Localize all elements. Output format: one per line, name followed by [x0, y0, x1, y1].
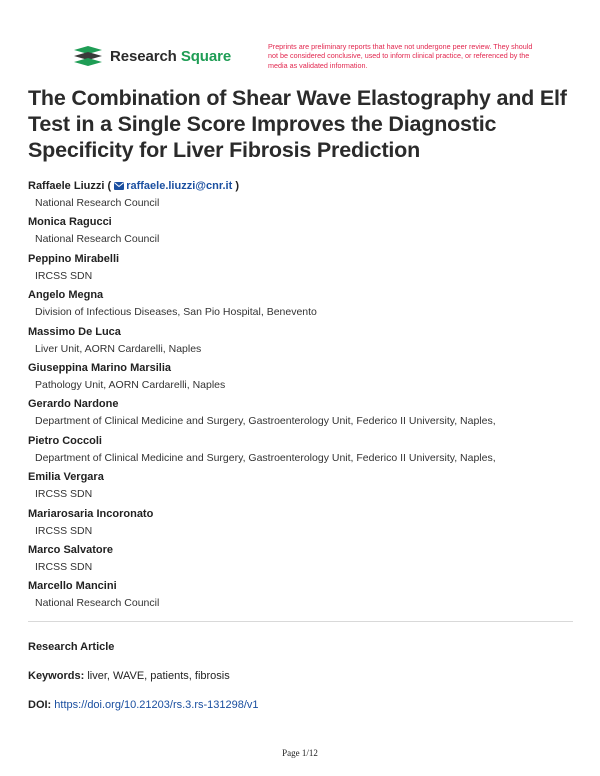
- author-name: Raffaele Liuzzi ( raffaele.liuzzi@cnr.it ): [28, 180, 240, 192]
- author-entry: [28, 579, 588, 615]
- author-name: Marcello Mancini: [28, 580, 117, 593]
- corresponding-author-name: Raffaele Liuzzi: [28, 180, 105, 192]
- author-affiliation: IRCSS SDN: [35, 488, 93, 501]
- author-email: raffaele.liuzzi@cnr.it: [126, 180, 233, 192]
- author-list: [28, 179, 588, 616]
- article-type: Research Article: [28, 641, 115, 653]
- doi-link[interactable]: https://doi.org/10.21203/rs.3.rs-131298/v1: [54, 699, 259, 711]
- section-divider: [28, 621, 573, 622]
- keywords-value: liver, WAVE, patients, fibrosis: [87, 670, 230, 682]
- page-number: Page 1/12: [282, 748, 318, 758]
- author-entry: [28, 325, 588, 361]
- author-affiliation: IRCSS SDN: [35, 524, 93, 537]
- envelope-icon: [114, 182, 124, 190]
- author-name: Gerardo Nardone: [28, 398, 119, 411]
- research-square-logo-icon: [74, 46, 102, 66]
- author-name: Emilia Vergara: [28, 471, 104, 484]
- author-email-link[interactable]: [114, 180, 232, 192]
- author-entry: [28, 288, 588, 324]
- author-affiliation: National Research Council: [35, 233, 160, 246]
- author-affiliation: Liver Unit, AORN Cardarelli, Naples: [35, 342, 202, 355]
- logo-word-square: Square: [180, 47, 232, 65]
- author-name: Pietro Coccoli: [28, 434, 102, 447]
- author-entry: [28, 434, 588, 470]
- author-affiliation: IRCSS SDN: [35, 560, 93, 573]
- author-affiliation: Department of Clinical Medicine and Surgery, Gastroenterology Unit, Federico II University, Naples,: [35, 415, 496, 428]
- keywords: [28, 670, 230, 682]
- author-affiliation: Department of Clinical Medicine and Surgery, Gastroenterology Unit, Federico II University, Naples,: [35, 451, 496, 464]
- author-entry: [28, 397, 588, 433]
- author-name: Mariarosaria Incoronato: [28, 507, 154, 520]
- author-entry: [28, 252, 588, 288]
- author-name: Marco Salvatore: [28, 543, 113, 556]
- author-name: Giuseppina Marino Marsilia: [28, 361, 172, 374]
- author-affiliation: IRCSS SDN: [35, 269, 93, 282]
- research-square-logo[interactable]: [74, 46, 231, 66]
- author-entry: [28, 215, 588, 251]
- doi-label: DOI:: [28, 699, 52, 711]
- author-entry: [28, 507, 588, 543]
- author-entry: [28, 179, 588, 215]
- keywords-label: Keywords:: [28, 670, 85, 682]
- author-entry: [28, 361, 588, 397]
- author-affiliation: National Research Council: [35, 597, 160, 610]
- author-entry: [28, 543, 588, 579]
- doi: [28, 699, 259, 711]
- author-affiliation: National Research Council: [35, 197, 160, 209]
- author-name: Massimo De Luca: [28, 325, 121, 338]
- author-affiliation: Pathology Unit, AORN Cardarelli, Naples: [35, 378, 226, 391]
- author-name: Peppino Mirabelli: [28, 252, 120, 265]
- author-name: Angelo Megna: [28, 289, 104, 302]
- author-entry: [28, 470, 588, 506]
- author-affiliation: Division of Infectious Diseases, San Pio Hospital, Benevento: [35, 306, 317, 319]
- logo-word-research: Research: [110, 47, 177, 65]
- paper-title: The Combination of Shear Wave Elastography and Elf Test in a Single Score Improves the Diagnostic Specificity for Liver Fibrosis Prediction: [28, 86, 567, 162]
- author-name: Monica Ragucci: [28, 216, 112, 229]
- logo-wordmark: [110, 48, 231, 65]
- preprint-notice: Preprints are preliminary reports that have not undergone peer review. They should not be considered conclusive, used to inform clinical practice, or referenced by the media as validated information.: [268, 42, 533, 70]
